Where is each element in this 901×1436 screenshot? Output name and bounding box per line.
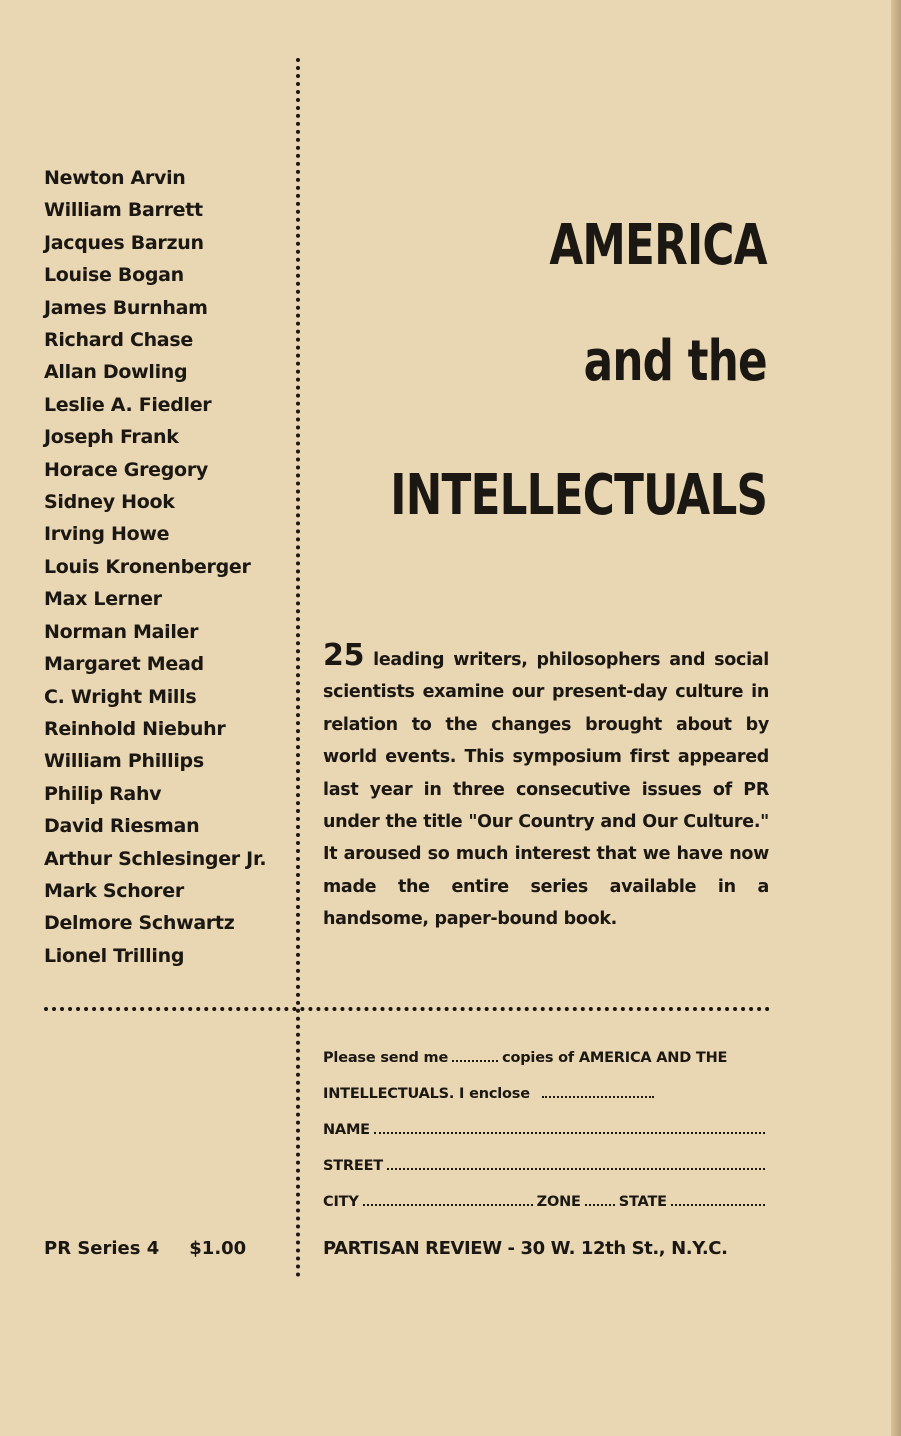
- street-label: STREET: [323, 1158, 384, 1174]
- contributor-name: Norman Mailer: [44, 620, 199, 643]
- contributor-name: Louise Bogan: [44, 264, 184, 287]
- contributor-name: Louis Kronenberger: [44, 555, 251, 578]
- street-field[interactable]: [387, 1154, 765, 1170]
- contributor-name: James Burnham: [44, 296, 208, 319]
- enclose-amount-field[interactable]: [542, 1082, 654, 1098]
- contributor-name: Richard Chase: [44, 329, 193, 352]
- state-field[interactable]: [671, 1190, 765, 1206]
- contributor-name: Allan Dowling: [44, 361, 188, 384]
- order-quantity-line: [323, 1040, 769, 1076]
- order-form: [323, 1040, 769, 1220]
- contributor-name: William Phillips: [44, 750, 204, 773]
- horizontal-dotted-divider: [44, 1007, 770, 1011]
- title-america: AMERICA: [549, 213, 767, 278]
- title-intellectuals: INTELLECTUALS: [390, 463, 767, 528]
- contributor-name: Delmore Schwartz: [44, 912, 235, 935]
- city-field[interactable]: [363, 1190, 533, 1206]
- series-label: PR Series 4: [44, 1238, 160, 1259]
- city-label: CITY: [323, 1194, 359, 1210]
- price: $1.00: [189, 1238, 247, 1259]
- series-info: [44, 1234, 246, 1264]
- state-label: STATE: [618, 1194, 667, 1210]
- contributor-name: Margaret Mead: [44, 653, 204, 676]
- zone-label: ZONE: [536, 1194, 581, 1210]
- page-edge: [891, 0, 901, 1436]
- city-line: [323, 1184, 769, 1220]
- contributor-name: Sidney Hook: [44, 491, 175, 514]
- contributor-name: Leslie A. Fiedler: [44, 393, 212, 416]
- contributor-name: Newton Arvin: [44, 167, 186, 189]
- enclose-text: INTELLECTUALS. I enclose: [323, 1086, 530, 1102]
- zone-field[interactable]: [585, 1190, 615, 1206]
- contributor-name: William Barrett: [44, 199, 203, 222]
- description-paragraph: [323, 638, 769, 936]
- order-text-start: Please send me: [323, 1050, 449, 1066]
- contributor-name: Jacques Barzun: [44, 231, 204, 254]
- order-text-end: copies of AMERICA AND THE: [502, 1050, 728, 1066]
- contributor-name: Irving Howe: [44, 523, 170, 546]
- contributor-name: Joseph Frank: [44, 426, 179, 449]
- contributor-name: Reinhold Niebuhr: [44, 717, 226, 740]
- contributor-name: David Riesman: [44, 815, 200, 838]
- vertical-dotted-divider: [296, 58, 300, 1278]
- contributor-count: 25: [323, 638, 365, 673]
- title-and-the: and the: [583, 329, 767, 394]
- order-enclose-line: [323, 1076, 769, 1112]
- contributor-name: Horace Gregory: [44, 458, 208, 481]
- publisher-address: PARTISAN REVIEW - 30 W. 12th St., N.Y.C.: [323, 1238, 728, 1259]
- street-line: [323, 1148, 769, 1184]
- contributor-name: C. Wright Mills: [44, 685, 197, 708]
- contributor-list: [44, 162, 284, 972]
- contributor-name: Lionel Trilling: [44, 944, 185, 967]
- contributor-name: Philip Rahv: [44, 782, 162, 805]
- name-label: NAME: [323, 1122, 370, 1138]
- contributor-name: Mark Schorer: [44, 879, 184, 902]
- contributor-name: Max Lerner: [44, 588, 162, 611]
- name-line: [323, 1112, 769, 1148]
- description-text: leading writers, philosophers and social scientists examine our present-day culture in relation to the changes brought about by world events. This symposium first appeared last year in three consecutive issues of PR under the title "Our Country and Our Culture." It aroused so much interest that we have now made the entire series available in a handsome, paper-bound book.: [323, 650, 769, 930]
- name-field[interactable]: [374, 1118, 765, 1134]
- copies-field[interactable]: [452, 1046, 498, 1062]
- contributor-name: Arthur Schlesinger Jr.: [44, 847, 267, 870]
